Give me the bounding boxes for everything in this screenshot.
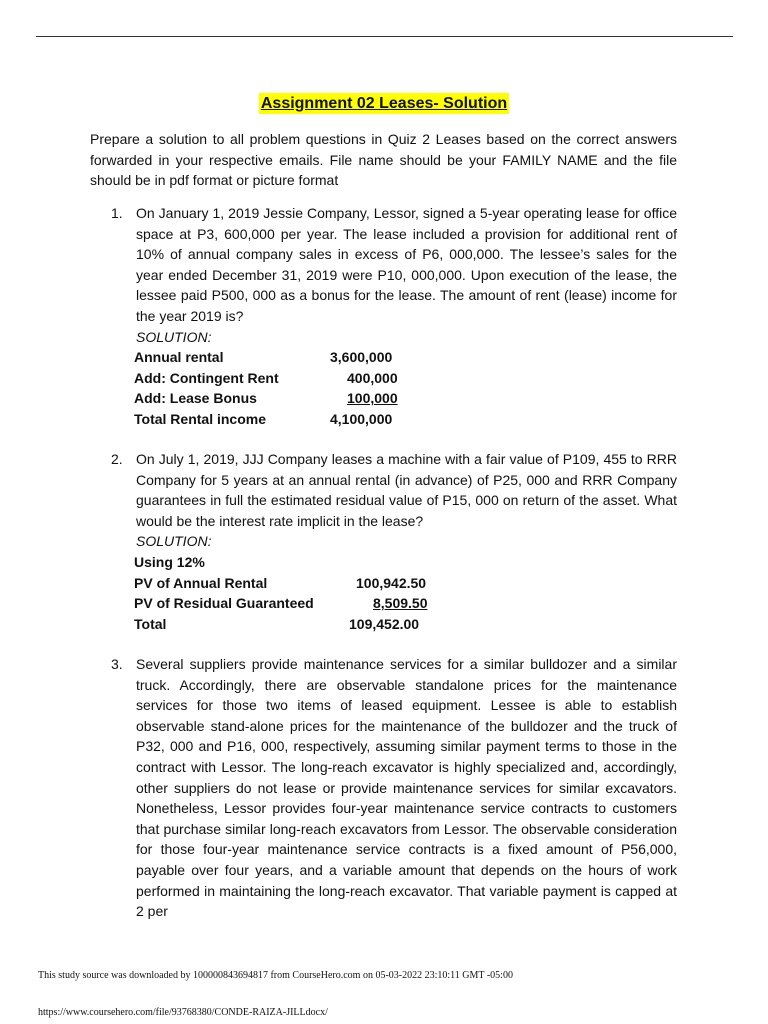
solution-table — [134, 347, 398, 429]
solution-label: SOLUTION: — [136, 533, 212, 550]
question-2 — [90, 449, 677, 634]
table-row — [134, 573, 428, 594]
row-label: Add: Lease Bonus — [134, 390, 257, 407]
row-label: Add: Contingent Rent — [134, 369, 279, 386]
question-3 — [90, 654, 677, 922]
row-value: 100,942.50 — [356, 574, 427, 591]
table-row — [134, 388, 398, 409]
row-value: 400,000 — [347, 369, 398, 386]
intro-paragraph: Prepare a solution to all problem questions in Quiz 2 Leases based on the correct answers forwarded in your respective emails. File name should be your FAMILY NAME and the file should be in pdf format or picture format — [90, 131, 677, 189]
solution-table — [134, 552, 428, 634]
table-row — [134, 614, 428, 635]
question-text: Several suppliers provide maintenance services for a similar bulldozer and a similar truck. Accordingly, there are observable standalone prices for the maintenance services for those two items of leased equipment. Lessee is able to establish observable stand-alone prices for the maintenance of the bulldozer and the truck of P32, 000 and P16, 000, respectively, assuming similar payment terms to those in the contract with Lessor. The long-reach excavator is highly specialized and, accordingly, other suppliers do not lease or provide maintenance services for similar excavators. Nonetheless, Lessor provides four-year maintenance service contracts to customers that purchase similar long-reach excavators from Lessor. The observable consideration for those four-year maintenance service contracts is a fixed amount of P56,000, payable over four years, and a variable amount that depends on the hours of work performed in maintaining the long-reach excavator. That variable payment is capped at 2 per — [136, 656, 677, 920]
page-title: Assignment 02 Leases- Solution — [260, 95, 508, 112]
header-rule — [36, 36, 733, 37]
question-text: On January 1, 2019 Jessie Company, Lessor, signed a 5-year operating lease for office space at P3, 600,000 per year. The lease included a provision for additional rent of 10% of annual company sales in excess of P6, 000,000. The lessee’s sales for the year ended December 31, 2019 were P10, 000,000. Upon execution of the lease, the lessee paid P500, 000 as a bonus for the lease. The amount of rent (lease) income for the year 2019 is? — [136, 205, 677, 324]
table-row — [134, 552, 428, 573]
row-value: 8,509.50 — [373, 595, 428, 612]
row-label: PV of Annual Rental — [134, 574, 268, 591]
table-row — [134, 593, 428, 614]
table-row — [134, 409, 398, 430]
row-label: PV of Residual Guaranteed — [134, 595, 314, 612]
row-value: 4,100,000 — [330, 410, 393, 427]
row-value: 100,000 — [347, 390, 398, 407]
source-url: https://www.coursehero.com/file/93768380/CONDE-RAIZA-JILLdocx/ — [38, 1007, 328, 1018]
row-label: Annual rental — [134, 349, 224, 366]
row-value: 3,600,000 — [330, 349, 393, 366]
download-source-note: This study source was downloaded by 100000843694817 from CourseHero.com on 05-03-2022 23:10:11 GMT -05:00 — [38, 970, 513, 981]
question-text: On July 1, 2019, JJJ Company leases a machine with a fair value of P109, 455 to RRR Company for 5 years at an annual rental (in advance) of P25, 000 and RRR Company guarantees in full the estimated residual value of P15, 000 on return of the asset. What would be the interest rate implicit in the lease? — [136, 451, 677, 529]
question-number: 3. — [111, 656, 123, 672]
table-row — [134, 347, 398, 368]
row-value: 109,452.00 — [349, 615, 420, 632]
using-rate: Using 12% — [134, 553, 205, 570]
question-number: 1. — [111, 205, 123, 221]
row-label: Total Rental income — [134, 410, 266, 427]
question-number: 2. — [111, 451, 123, 467]
solution-label: SOLUTION: — [136, 328, 212, 345]
question-1 — [90, 203, 677, 430]
title-block — [0, 93, 768, 114]
row-label: Total — [134, 615, 167, 632]
table-row — [134, 368, 398, 389]
